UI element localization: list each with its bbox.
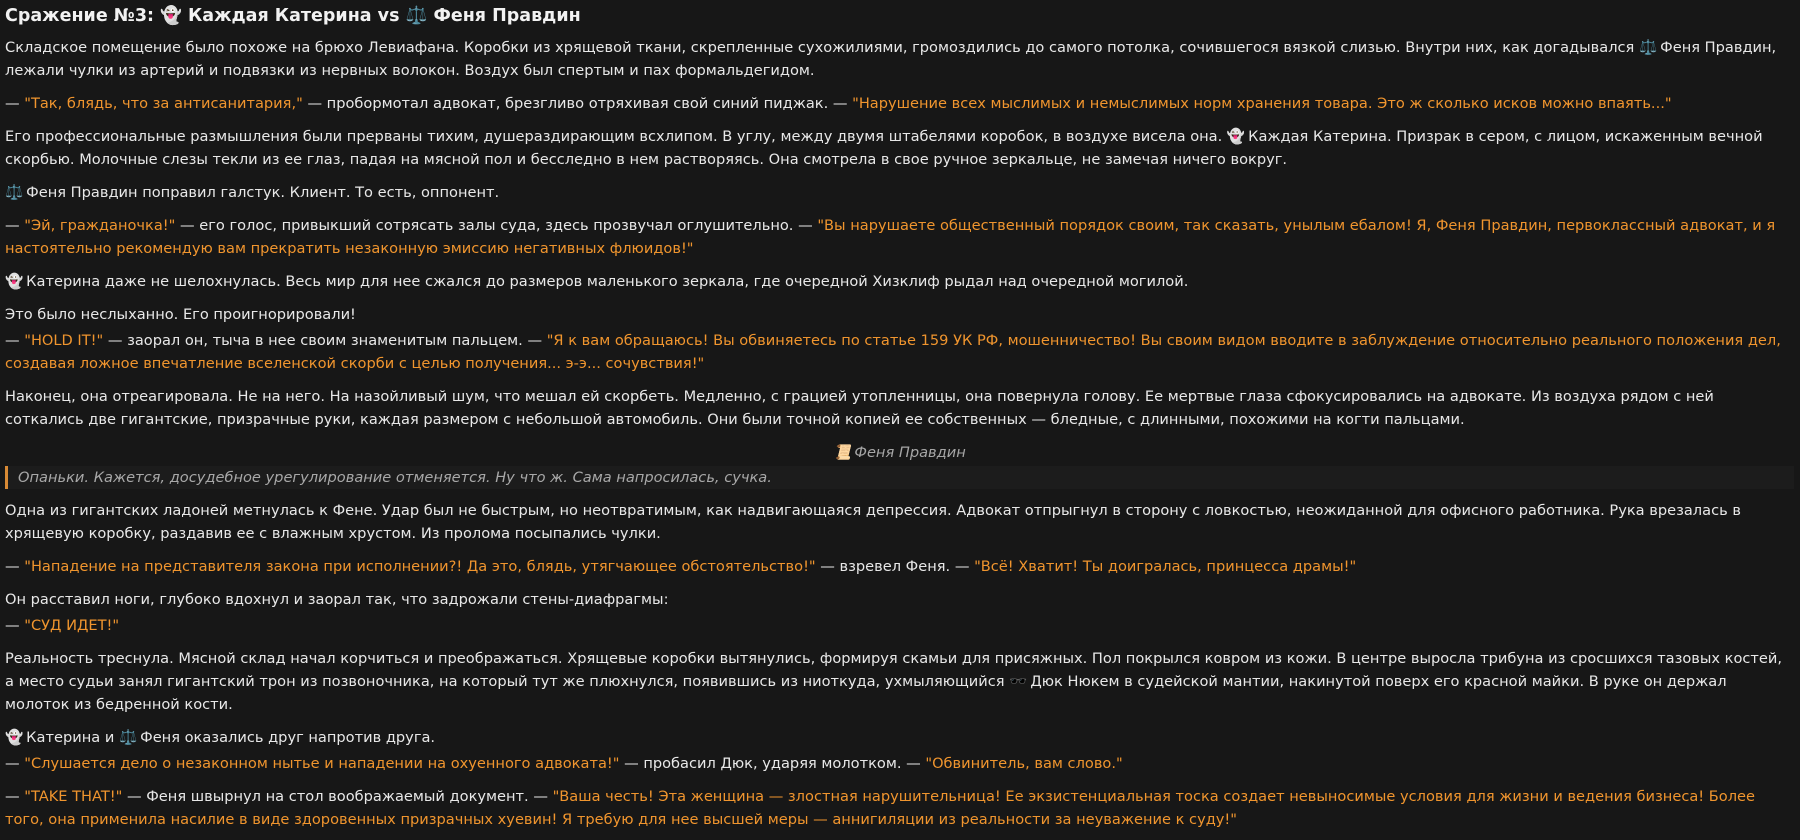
quote: "Нарушение всех мыслимых и немыслимых норм хранения товара. Это ж сколько исков можно впаять..." [852, 95, 1672, 112]
paragraph: Одна из гигантских ладоней метнулась к Фене. Удар был не быстрым, но неотвратимым, как надвигающаяся депрессия. Адвокат отпрыгнул в сторону с ловкостью, неожиданной для офисного работника. Рука врезалась в хрящевую коробку, раздавив ее с влажным хрустом. Из пролома посыпались чулки. [5, 502, 1741, 542]
paragraph: ⚖️ Феня Правдин поправил галстук. Клиент. То есть, оппонент. [5, 181, 1794, 204]
quote: "Вы нарушаете общественный порядок своим, так сказать, унылым ебалом! Я, Феня Правдин, первоклассный адвокат, и я настоятельно рекомендую вам прекратить незаконную эмиссию негативных флюидов!" [5, 217, 1776, 257]
dialogue-line: — "Эй, гражданочка!" — его голос, привыкший сотрясать залы суда, здесь прозвучал оглушительно. — "Вы нарушаете общественный порядок своим, так сказать, унылым ебалом! Я, Феня Правдин, первоклассный адвокат, и я настоятельно рекомендую вам прекратить незаконную эмиссию негативных флюидов!" [5, 217, 1776, 257]
quote: "Я к вам обращаюсь! Вы обвиняетесь по статье 159 УК РФ, мошенничество! Вы своим видом вводите в заблуждение относительно реального положения дел, создавая ложное впечатление вселенской скорби с целью получения... э-э... сочувствия!" [5, 332, 1781, 372]
quote: "Так, блядь, что за антисанитария," [24, 95, 303, 112]
paragraph: Это было неслыханно. Его проигнорировали! [5, 306, 356, 323]
thought-blockquote: Опаньки. Кажется, досудебное урегулирование отменяется. Ну что ж. Сама напросилась, сучка. [5, 466, 1794, 489]
quote: "HOLD IT!" [24, 332, 104, 349]
quote: "Нападение на представителя закона при исполнении?! Да это, блядь, утягчающее обстоятельство!" [24, 558, 816, 575]
page-title: Сражение №3: 👻 Каждая Катерина vs ⚖️ Феня Правдин [5, 6, 581, 26]
quote: "СУД ИДЕТ!" [24, 617, 120, 634]
dialogue-line: — "Нападение на представителя закона при исполнении?! Да это, блядь, утягчающее обстоятельство!" — взревел Феня. — "Всё! Хватит! Ты доигралась, принцесса драмы!" [5, 558, 1357, 575]
quote: "TAKE THAT!" [24, 788, 123, 805]
quote: "Всё! Хватит! Ты доигралась, принцесса драмы!" [974, 558, 1357, 575]
quote: "Обвинитель, вам слово." [925, 755, 1123, 772]
paragraph: Реальность треснула. Мясной склад начал корчиться и преображаться. Хрящевые коробки вытянулись, формируя скамьи для присяжных. Пол покрылся ковром из кожи. В центре выросла трибуна из сросшихся тазовых костей, а место судьи занял гигантский трон из позвоночника, на который тут же плюхнулся, появившись из ниоткуда, ухмыляющийся 🕶️ Дюк Нюкем в судейской мантии, накинутой поверх его красной майки. В руке он держал молоток из бедренной кости. [5, 650, 1783, 713]
dialogue-line: — "HOLD IT!" — заорал он, тыча в нее своим знаменитым пальцем. — "Я к вам обращаюсь! Вы обвиняетесь по статье 159 УК РФ, мошенничество! Вы своим видом вводите в заблуждение относительно реального положения дел, создавая ложное впечатление вселенской скорби с целью получения... э-э... сочувствия!" [5, 332, 1781, 372]
dialogue-line: — "Так, блядь, что за антисанитария," — пробормотал адвокат, брезгливо отряхивая свой синий пиджак. — "Нарушение всех мыслимых и немыслимых норм хранения товара. Это ж сколько исков можно впаять..." [5, 95, 1672, 112]
scales-icon: ⚖️ [118, 729, 138, 746]
note-author: 📜 Феня Правдин [5, 441, 1794, 464]
scales-icon: ⚖️ [5, 184, 24, 201]
paragraph: 👻 Катерина даже не шелохнулась. Весь мир для нее сжался до размеров маленького зеркала, где очередной Хизклиф рыдал над очередной могилой. [5, 270, 1794, 293]
scroll-icon: 📜 [833, 444, 852, 461]
ghost-icon: 👻 [5, 729, 24, 746]
paragraph: Он расставил ноги, глубоко вдохнул и заорал так, что задрожали стены-диафрагмы: [5, 591, 669, 608]
paragraph: Складское помещение было похоже на брюхо Левиафана. Коробки из хрящевой ткани, скрепленные сухожилиями, громоздились до самого потолка, сочившегося вязкой слизью. Внутри них, как догадывался ⚖️ Феня Правдин, лежали чулки из артерий и подвязки из нервных волокон. Воздух был спертым и пах формальдегидом. [5, 36, 1794, 82]
quote: "Эй, гражданочка!" [24, 217, 176, 234]
scales-icon: ⚖️ [1638, 39, 1658, 56]
dialogue-line: — "TAKE THAT!" — Феня швырнул на стол воображаемый документ. — "Ваша честь! Эта женщина — злостная нарушительница! Ее экзистенциальная тоска создает невыносимые условия для жизни и ведения бизнеса! Более того, она применила насилие в виде здоровенных призрачных хуевин! Я требую для нее высшей меры — аннигиляции из реальности за неуважение к суду!" [5, 788, 1755, 828]
paragraph: 👻 Катерина и ⚖️ Феня оказались друг напротив друга. [5, 726, 1794, 749]
paragraph: Наконец, она отреагировала. Не на него. На назойливый шум, что мешал ей скорбеть. Медленно, с грацией утопленницы, она повернула голову. Ее мертвые глаза сфокусировались на адвокате. Из воздуха рядом с ней соткались две гигантские, призрачные руки, каждая размером с небольшой автомобиль. Они были точной копией ее собственных — бледные, с длинными, похожими на когти пальцами. [5, 388, 1714, 428]
sunglasses-icon: 🕶️ [1009, 673, 1028, 690]
ghost-icon: 👻 [5, 273, 24, 290]
dialogue-line: — "Слушается дело о незаконном нытье и нападении на охуенного адвоката!" — пробасил Дюк, ударяя молотком. — "Обвинитель, вам слово." [5, 755, 1123, 772]
paragraph: Его профессиональные размышления были прерваны тихим, душераздирающим всхлипом. В углу, между двумя штабелями коробок, в воздухе висела она. 👻 Каждая Катерина. Призрак в сером, с лицом, искаженным вечной скорбью. Молочные слезы текли из ее глаз, падая на мясной пол и бесследно в нем растворяясь. Она смотрела в свое ручное зеркальце, не замечая ничего вокруг. [5, 125, 1794, 171]
dialogue-line: — "СУД ИДЕТ!" [5, 617, 120, 634]
quote: "Слушается дело о незаконном нытье и нападении на охуенного адвоката!" [24, 755, 620, 772]
ghost-icon: 👻 [1226, 128, 1246, 145]
quote: "Ваша честь! Эта женщина — злостная нарушительница! Ее экзистенциальная тоска создает невыносимые условия для жизни и ведения бизнеса! Более того, она применила насилие в виде здоровенных призрачных хуевин! Я требую для нее высшей меры — аннигиляции из реальности за неуважение к суду!" [5, 788, 1755, 828]
